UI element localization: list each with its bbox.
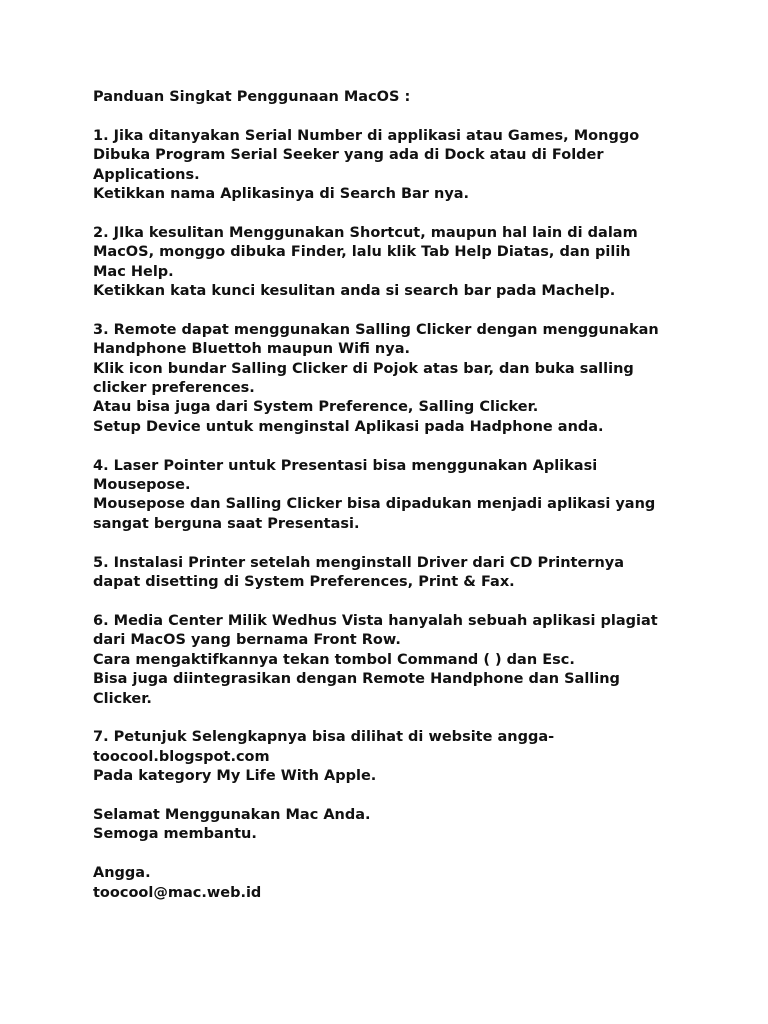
text-line: Mousepose. — [93, 477, 191, 494]
text-line: Mac Help. — [93, 263, 174, 280]
paragraph-3 — [93, 321, 733, 437]
document-title — [93, 88, 733, 107]
document-page — [93, 88, 733, 903]
text-line: sangat berguna saat Presentasi. — [93, 515, 360, 532]
text-line: 5. Instalasi Printer setelah menginstall Driver dari CD Printernya — [93, 554, 625, 571]
text-line: Applications. — [93, 166, 200, 183]
text-line: Cara mengaktifkannya tekan tombol Command ( ) dan Esc. — [93, 651, 575, 668]
text-line: 2. JIka kesulitan Menggunakan Shortcut, maupun hal lain di dalam — [93, 224, 638, 241]
text-line: Atau bisa juga dari System Preference, Salling Clicker. — [93, 399, 539, 416]
text-line: 1. Jika ditanyakan Serial Number di applikasi atau Games, Monggo — [93, 127, 640, 144]
text-line: MacOS, monggo dibuka Finder, lalu klik Tab Help Diatas, dan pilih — [93, 244, 631, 261]
signature-email: toocool@mac.web.id — [93, 884, 262, 901]
closing-paragraph — [93, 806, 733, 845]
text-line: 3. Remote dapat menggunakan Salling Clicker dengan menggunakan — [93, 321, 659, 338]
text-line: clicker preferences. — [93, 380, 255, 397]
paragraph-4 — [93, 457, 733, 535]
paragraph-2 — [93, 224, 733, 302]
text-line: Clicker. — [93, 690, 152, 707]
text-line: Bisa juga diintegrasikan dengan Remote Handphone dan Salling — [93, 671, 620, 688]
paragraph-5 — [93, 554, 733, 593]
text-line: 6. Media Center Milik Wedhus Vista hanyalah sebuah aplikasi plagiat — [93, 612, 658, 629]
paragraph-6 — [93, 612, 733, 709]
text-line: Mousepose dan Salling Clicker bisa dipadukan menjadi aplikasi yang — [93, 496, 656, 513]
paragraph-7 — [93, 728, 733, 786]
text-line: Ketikkan nama Aplikasinya di Search Bar nya. — [93, 186, 470, 203]
text-line: toocool.blogspot.com — [93, 748, 270, 765]
text-line: Setup Device untuk menginstal Aplikasi pada Hadphone anda. — [93, 418, 604, 435]
text-line: Handphone Bluettoh maupun Wifi nya. — [93, 341, 410, 358]
text-line: 7. Petunjuk Selengkapnya bisa dilihat di website angga- — [93, 729, 555, 746]
title-line: Panduan Singkat Penggunaan MacOS : — [93, 89, 411, 105]
signature-name: Angga. — [93, 865, 151, 882]
text-line: Pada kategory My Life With Apple. — [93, 768, 377, 785]
text-line: Selamat Menggunakan Mac Anda. — [93, 806, 371, 823]
text-line: dari MacOS yang bernama Front Row. — [93, 632, 401, 649]
text-line: Semoga membantu. — [93, 826, 257, 843]
text-line: dapat disetting di System Preferences, Print & Fax. — [93, 574, 515, 591]
text-line: Dibuka Program Serial Seeker yang ada di Dock atau di Folder — [93, 147, 604, 164]
paragraph-1 — [93, 127, 733, 205]
text-line: Klik icon bundar Salling Clicker di Pojok atas bar, dan buka salling — [93, 360, 634, 377]
text-line: 4. Laser Pointer untuk Presentasi bisa menggunakan Aplikasi — [93, 457, 598, 474]
signature — [93, 864, 733, 903]
text-line: Ketikkan kata kunci kesulitan anda si search bar pada Machelp. — [93, 283, 616, 300]
